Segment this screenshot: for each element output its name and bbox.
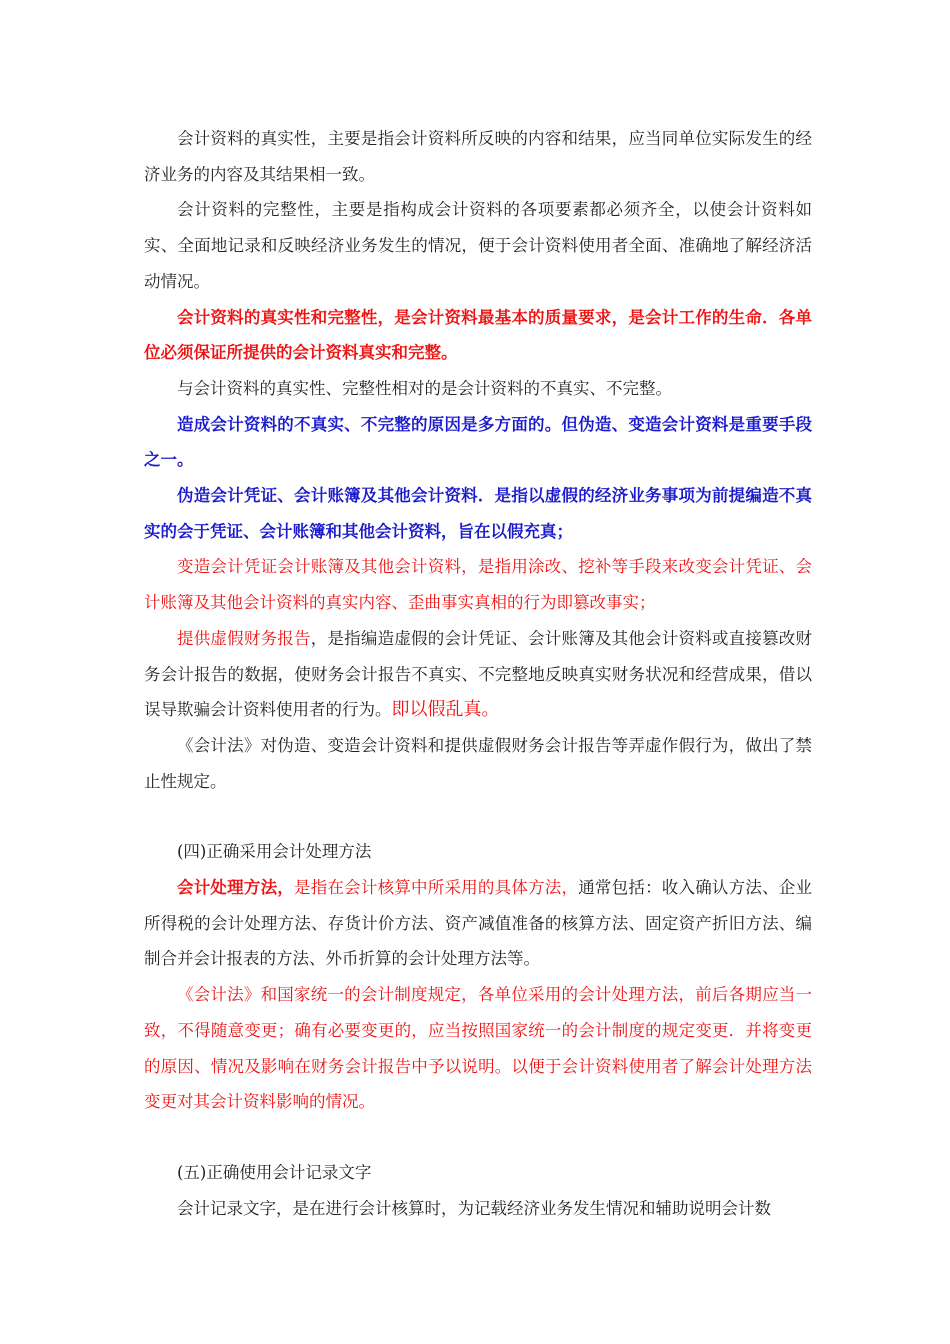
method-term: 会计处理方法， bbox=[177, 878, 295, 898]
paragraph-prohibition: 《会计法》对伪造、变造会计资料和提供虚假财务会计报告等弄虚作假行为，做出了禁止性规定。 bbox=[144, 735, 812, 791]
method-list: 通常包括：收入确认方法、企业所得税的会计处理方法、存货计价方法、资产减值准备的核算方法、固定资产折旧方法、编制合并会计报表的方法、外币折算的会计处理方法等。 bbox=[144, 878, 813, 969]
paragraph-completeness: 会计资料的完整性，主要是指构成会计资料的各项要素都必须齐全，以使会计资料如实、全面地记录和反映经济业务发生的情况，便于会计资料使用者全面、准确地了解经济活动情况。 bbox=[144, 200, 812, 291]
method-definition: 是指在会计核算中所采用的具体方法， bbox=[294, 878, 579, 898]
paragraph-forgery: 伪造会计凭证、会计账簿及其他会计资料．是指以虚假的经济业务事项为前提编造不真实的会于凭证、会计账簿和其他会计资料，旨在以假充真； bbox=[144, 486, 812, 541]
paragraph-record-text: 会计记录文字，是在进行会计核算时，为记载经济业务发生情况和辅助说明会计数 bbox=[177, 1198, 771, 1218]
paragraph-causes: 造成会计资料的不真实、不完整的原因是多方面的。但伪造、变造会计资料是重要手段之一。 bbox=[144, 414, 812, 470]
section-gap bbox=[144, 1120, 812, 1155]
paragraph-false-report bbox=[144, 621, 812, 728]
paragraph-method-consistency: 《会计法》和国家统一的会计制度规定，各单位采用的会计处理方法，前后各期应当一致，不得随意变更；确有必要变更的，应当按照国家统一的会计制度的规定变更．并将变更的原因、情况及影响在财务会计报告中予以说明。以便于会计资料使用者了解会计处理方法变更对其会计资料影响的情况。 bbox=[144, 985, 812, 1112]
false-report-tail: 即以假乱真。 bbox=[391, 699, 500, 721]
paragraph-contrast: 与会计资料的真实性、完整性相对的是会计资料的不真实、不完整。 bbox=[177, 378, 672, 398]
section-gap bbox=[144, 799, 812, 834]
paragraph-alteration: 变造会计凭证会计账簿及其他会计资料，是指用涂改、挖补等手段来改变会计凭证、会计账簿及其他会计资料的真实内容、歪曲事实真相的行为即篡改事实； bbox=[144, 557, 812, 613]
paragraph-authenticity: 会计资料的真实性，主要是指会计资料所反映的内容和结果，应当同单位实际发生的经济业务的内容及其结果相一致。 bbox=[144, 129, 812, 184]
section-heading-4: (四)正确采用会计处理方法 bbox=[177, 842, 372, 862]
false-report-term: 提供虚假财务报告 bbox=[177, 628, 311, 648]
paragraph-method-definition bbox=[144, 870, 812, 977]
section-heading-5: (五)正确使用会计记录文字 bbox=[177, 1162, 372, 1182]
paragraph-quality-requirement: 会计资料的真实性和完整性，是会计资料最基本的质量要求，是会计工作的生命．各单位必须保证所提供的会计资料真实和完整。 bbox=[144, 307, 812, 363]
false-report-body: ，是指编造虚假的会计凭证、会计账簿及其他会计资料或直接篡改财务会计报告的数据，使财务会计报告不真实、不完整地反映真实财务状况和经营成果，借以误导欺骗会计资料使用者的行为。 bbox=[144, 628, 813, 720]
document-body bbox=[144, 121, 812, 1226]
